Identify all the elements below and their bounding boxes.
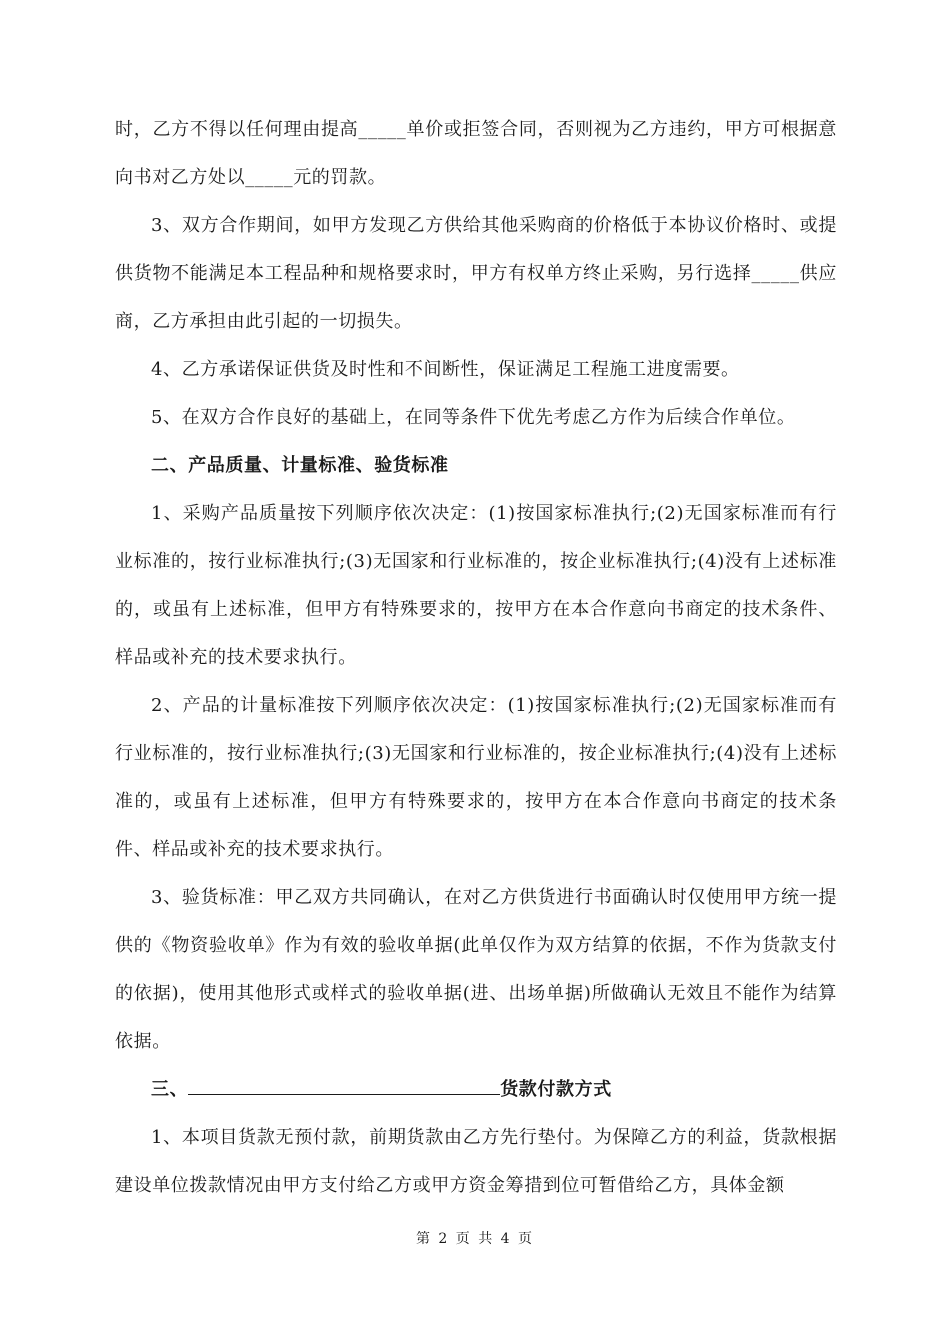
paragraph-quality-standard: 1、采购产品质量按下列顺序依次决定：(1)按国家标准执行;(2)无国家标准而有行业标准的，按行业标准执行;(3)无国家和行业标准的，按企业标准执行;(4)没有上述标准的，或虽有上述标准，但甲方有特殊要求的，按甲方在本合作意向书商定的技术条件、样品或补充的技术要求执行。 [115, 503, 837, 668]
paragraph-inspection-standard: 3、验货标准：甲乙双方共同确认，在对乙方供货进行书面确认时仅使用甲方统一提供的《物资验收单》作为有效的验收单据(此单仅作为双方结算的依据，不作为货款支付的依据)，使用其他形式或样式的验收单据(进、出场单据)所做确认无效且不能作为结算依据。 [115, 887, 837, 1052]
paragraph-measurement-standard: 2、产品的计量标准按下列顺序依次决定：(1)按国家标准执行;(2)无国家标准而有行业标准的，按行业标准执行;(3)无国家和行业标准的，按企业标准执行;(4)没有上述标准的，或虽有上述标准，但甲方有特殊要求的，按甲方在本合作意向书商定的技术条件、样品或补充的技术要求执行。 [115, 695, 837, 860]
section-heading-payment-prefix: 三、 [151, 1079, 189, 1100]
paragraph-payment-clause-1: 1、本项目货款无预付款，前期货款由乙方先行垫付。为保障乙方的利益，货款根据建设单位拨款情况由甲方支付给乙方或甲方资金筹措到位可暂借给乙方，具体金额 [115, 1127, 837, 1196]
section-heading-quality: 二、产品质量、计量标准、验货标准 [151, 455, 449, 476]
paragraph-clause-5: 5、在双方合作良好的基础上，在同等条件下优先考虑乙方作为后续合作单位。 [151, 407, 796, 428]
page-number-footer: 第 2 页 共 4 页 [415, 1231, 535, 1247]
blank-underline [188, 1076, 500, 1095]
paragraph-penalty-clause: 时，乙方不得以任何理由提高_____单价或拒签合同，否则视为乙方违约，甲方可根据意向书对乙方处以_____元的罚款。 [115, 119, 837, 188]
paragraph-clause-4: 4、乙方承诺保证供货及时性和不间断性，保证满足工程施工进度需要。 [151, 359, 740, 380]
section-heading-payment [115, 1066, 837, 1114]
paragraph-clause-3: 3、双方合作期间，如甲方发现乙方供给其他采购商的价格低于本协议价格时、或提供货物不能满足本工程品种和规格要求时，甲方有权单方终止采购，另行选择_____供应商，乙方承担由此引起的一切损失。 [115, 215, 837, 332]
document-body [115, 106, 837, 1210]
section-heading-payment-suffix: 货款付款方式 [500, 1079, 612, 1100]
